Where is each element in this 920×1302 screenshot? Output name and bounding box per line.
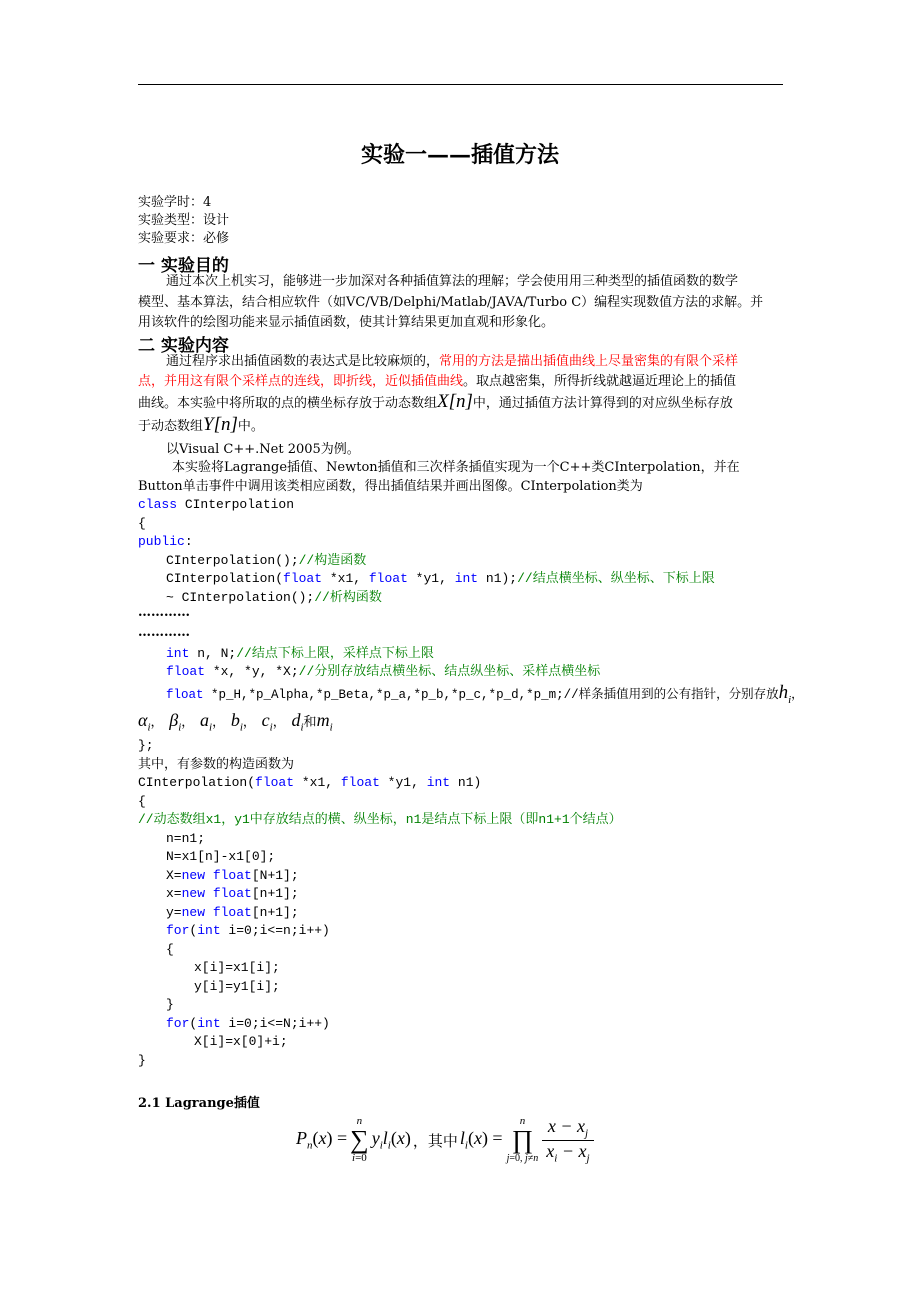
code-keyword: for [166, 923, 190, 938]
code-line [166, 684, 804, 709]
code-comment: //构造函数 [298, 553, 367, 568]
code-keyword: int [166, 646, 190, 661]
symbol-h: $h_i$ [778, 682, 792, 706]
code-line: { [138, 516, 146, 531]
code-keyword: int [454, 571, 479, 586]
separator: ， [272, 715, 286, 730]
symbol-a: $a_i$ [200, 710, 213, 734]
array-y-symbol: Y[n] [203, 414, 238, 435]
symbol-c: $c_i$ [261, 710, 273, 734]
symbol-b: $b_i$ [230, 710, 243, 734]
code-text: *y1, [379, 775, 427, 790]
code-line: x=new float[n+1]; [166, 886, 299, 901]
code-line: n=n1; [166, 831, 206, 846]
code-text: CInterpolation(); [166, 553, 299, 568]
code-keyword: int [197, 1016, 221, 1031]
document-title: 实验一——插值方法 [360, 142, 559, 168]
paragraph-text: 中，通过插值方法计算得到的对应纵坐标存放 [472, 396, 733, 411]
code-line: x[i]=x1[i]; [194, 960, 280, 975]
code-line: y=new float[n+1]; [166, 905, 299, 920]
code-line: N=x1[n]-x1[0]; [166, 849, 276, 864]
code-line [166, 645, 434, 664]
code-keyword: int [197, 923, 221, 938]
code-keyword: float [368, 571, 408, 586]
formula-sum-body: $y_il_i(x)$ [371, 1128, 411, 1152]
ellipsis-line: ………… [138, 625, 190, 640]
paragraph-text: 通过程序求出插值函数的表达式是比较麻烦的， [166, 354, 440, 369]
code-comment: //分别存放结点横坐标、结点纵坐标、采样点横坐标 [298, 664, 601, 679]
section1-heading: 一 实验目的 [138, 256, 229, 276]
code-line: y[i]=y1[i]; [194, 979, 280, 994]
symbol-m: $m_i$ [316, 710, 333, 734]
code-keyword: float [166, 664, 206, 679]
code-keyword: float [340, 775, 380, 790]
code-keyword: new [181, 905, 206, 920]
section2-example-line: 以Visual C++.Net 2005为例。 [166, 442, 360, 457]
code-line: for(int i=0;i<=n;i++) [166, 923, 330, 938]
conjunction: 和 [303, 715, 317, 730]
highlighted-text: 点，并用这有限个采样点的连线，即折线，近似插值曲线 [138, 374, 464, 389]
code-comment: //动态数组x1，y1中存放结点的横、纵坐标，n1是结点下标上限（即n1+1个结点） [138, 812, 622, 827]
code-text: *p_H,*p_Alpha,*p_Beta,*p_a,*p_b,*p_c,*p_d,*p_m; [203, 688, 564, 702]
code-text: CInterpolation( [166, 571, 284, 586]
code-line [138, 496, 294, 515]
meta-hours: 实验学时：4 [138, 195, 212, 210]
code-line: X[i]=x[0]+i; [194, 1034, 288, 1049]
code-comment: //析构函数 [314, 590, 382, 605]
section1-line: 通过本次上机实习，能够进一步加深对各种插值算法的理解；学会使用用三种类型的插值函数的数学 [166, 274, 739, 289]
code-line: { [166, 942, 174, 957]
code-keyword: float [212, 886, 252, 901]
code-text: *x, *y, *X; [205, 664, 299, 679]
code-line [166, 552, 366, 571]
paragraph-text: 中。 [237, 419, 264, 434]
code-text: n1); [478, 571, 518, 586]
separator: ， [242, 715, 256, 730]
code-text: *x1, [294, 775, 341, 790]
paragraph-text: 。取点越密集，所得折线就越逼近理论上的插值 [463, 374, 737, 389]
product-symbol: n ∏ j=0, j≠n [506, 1115, 539, 1164]
code-line [138, 533, 193, 552]
separator: ， [150, 715, 164, 730]
code-keyword: float [166, 688, 204, 702]
section2-paragraph-line [138, 416, 264, 436]
paragraph-text: 于动态数组 [138, 419, 204, 434]
formula-fraction: $\frac{x - x_j}{x_i - x_j}$ [542, 1116, 593, 1164]
code-line: { [138, 794, 146, 809]
code-keyword: new [181, 868, 206, 883]
code-keyword: float [283, 571, 323, 586]
code-keyword: float [255, 775, 295, 790]
separator: ， [181, 715, 195, 730]
formula-connector: ，其中 [412, 1131, 458, 1150]
sum-symbol: n ∑ i=0 [350, 1115, 369, 1164]
formula-basis: $l_i(x)$ = [459, 1128, 503, 1152]
code-line [166, 663, 600, 682]
formula-lhs: $P_n(x)$ = [296, 1128, 348, 1152]
code-text: ~ CInterpolation(); [166, 590, 315, 605]
code-keyword: public [138, 534, 185, 549]
code-text: CInterpolation [177, 497, 295, 512]
code-comment: //结点下标上限，采样点下标上限 [236, 646, 434, 661]
code-line: for(int i=0;i<=N;i++) [166, 1016, 330, 1031]
code-keyword: class [138, 497, 178, 512]
code-text: : [184, 534, 193, 549]
code-text: n, N; [189, 646, 237, 661]
code2-intro: 其中，有参数的构造函数为 [138, 757, 295, 772]
code-line: X=new float[N+1]; [166, 868, 299, 883]
code-text: //样条插值用到的公有指针，分别存放 [563, 688, 779, 702]
array-x-symbol: X[n] [437, 391, 473, 412]
meta-requirement: 实验要求：必修 [138, 231, 230, 246]
ellipsis-line: ………… [138, 605, 190, 620]
section2-paragraph-line: 本实验将Lagrange插值、Newton插值和三次样条插值实现为一个C++类CInterpolation，并在 [172, 460, 740, 475]
code-text: ， [791, 688, 804, 702]
code-line [138, 774, 481, 793]
symbol-beta: $\beta_i$ [169, 710, 182, 734]
greek-symbols-line [138, 710, 333, 734]
code-text: *x1, [322, 571, 369, 586]
code-keyword: float [212, 868, 252, 883]
code-keyword: float [212, 905, 252, 920]
code-keyword: int [426, 775, 451, 790]
meta-type: 实验类型：设计 [138, 213, 230, 228]
header-rule [138, 84, 783, 85]
section1-line: 模型、基本算法，结合相应软件（如VC/VB/Delphi/Matlab/JAVA/Turbo C）编程实现数值方法的求解。并 [138, 295, 764, 310]
code-line: } [166, 997, 174, 1012]
code-keyword: for [166, 1016, 190, 1031]
section2-paragraph-line [166, 353, 738, 371]
section2-paragraph-line: Button单击事件中调用该类相应函数，得出插值结果并画出图像。CInterpolation类为 [138, 479, 643, 494]
lagrange-formula [296, 1112, 594, 1168]
code-line: }; [138, 738, 154, 753]
code-line [166, 570, 715, 589]
section2-heading: 二 实验内容 [138, 336, 229, 356]
symbol-d: $d_i$ [291, 710, 304, 734]
code-line: } [138, 1053, 146, 1068]
code-text: n1) [450, 775, 482, 790]
section2-paragraph-line [138, 373, 736, 391]
symbol-alpha: $\alpha_i$ [138, 710, 151, 734]
code-comment: //结点横坐标、纵坐标、下标上限 [517, 571, 715, 586]
section2-paragraph-line [138, 393, 733, 413]
section1-line: 用该软件的绘图功能来显示插值函数，使其计算结果更加直观和形象化。 [138, 315, 555, 330]
highlighted-text: 常用的方法是描出插值曲线上尽量密集的有限个采样 [439, 354, 739, 369]
section21-heading: 2.1 Lagrange插值 [138, 1096, 260, 1111]
code-keyword: new [181, 886, 206, 901]
paragraph-text: 曲线。本实验中将所取的点的横坐标存放于动态数组 [138, 396, 438, 411]
code-line [166, 589, 382, 608]
code-text: *y1, [407, 571, 455, 586]
code-text: CInterpolation( [138, 775, 256, 790]
separator: ， [212, 715, 226, 730]
